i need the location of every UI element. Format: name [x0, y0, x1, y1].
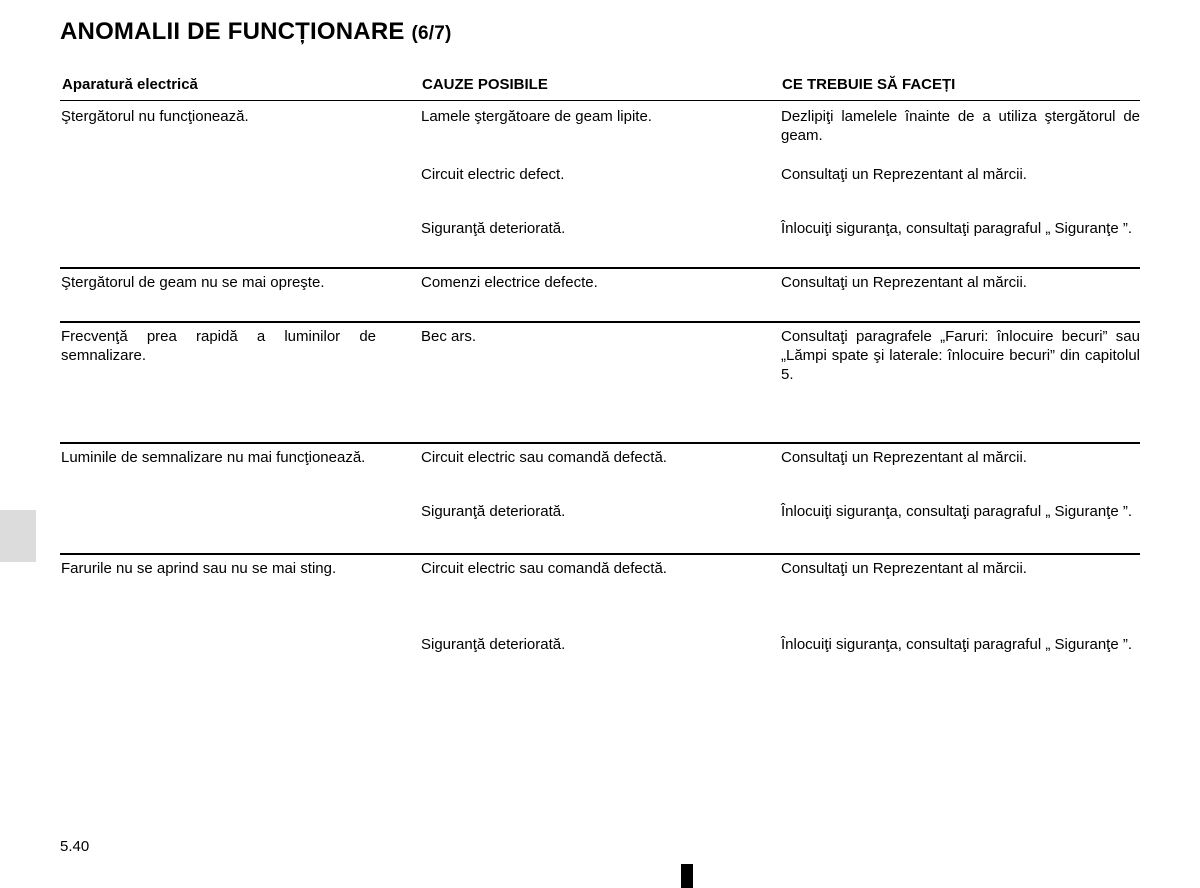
header-device: Aparatură electrică [62, 76, 198, 93]
row-1-cause-2: Circuit electric defect. [421, 166, 565, 183]
header-actions: CE TREBUIE SĂ FACEȚI [782, 76, 956, 93]
row-divider [60, 442, 1140, 444]
row-4-device: Luminile de semnalizare nu mai funcţionează. [61, 449, 366, 466]
row-5-device: Farurile nu se aprind sau nu se mai sting. [61, 560, 337, 577]
row-1-cause-1: Lamele ştergătoare de geam lipite. [421, 108, 652, 125]
row-2-action-1: Consultaţi un Reprezentant al mărcii. [781, 274, 1027, 291]
row-2-cause-1: Comenzi electrice defecte. [421, 274, 598, 291]
row-5-cause-2: Siguranţă deteriorată. [421, 636, 566, 653]
print-mark [681, 864, 693, 888]
header-causes: CAUZE POSIBILE [422, 76, 548, 93]
row-divider [60, 267, 1140, 269]
row-3-device: Frecvenţă prea rapidă a luminilor de semnalizare. [61, 328, 376, 364]
row-divider [60, 553, 1140, 555]
row-4-action-2: Înlocuiţi siguranţa, consultaţi paragraful „ Siguranţe ”. [781, 503, 1133, 520]
row-3-action-1: Consultaţi paragrafele „Faruri: înlocuire becuri” sau „Lămpi spate şi laterale: înlocuire becuri” din capitolul 5. [781, 328, 1140, 383]
chapter-tab [0, 510, 36, 562]
row-4-cause-2: Siguranţă deteriorată. [421, 503, 566, 520]
row-2-device: Ştergătorul de geam nu se mai opreşte. [61, 274, 325, 291]
page-title-part: (6/7) [411, 23, 452, 44]
row-1-device: Ştergătorul nu funcţionează. [61, 108, 249, 125]
page-title: ANOMALII DE FUNCȚIONARE (6/7) [60, 18, 452, 45]
row-5-cause-1: Circuit electric sau comandă defectă. [421, 560, 667, 577]
row-divider [60, 321, 1140, 323]
row-1-action-2: Consultaţi un Reprezentant al mărcii. [781, 166, 1027, 183]
row-1-action-1: Dezlipiţi lamelele înainte de a utiliza ştergătorul de geam. [781, 108, 1140, 144]
row-1-cause-3: Siguranţă deteriorată. [421, 220, 566, 237]
header-rule [60, 100, 1140, 101]
row-1-action-3: Înlocuiţi siguranţa, consultaţi paragraful „ Siguranţe ”. [781, 220, 1133, 237]
row-4-cause-1: Circuit electric sau comandă defectă. [421, 449, 667, 466]
row-4-action-1: Consultaţi un Reprezentant al mărcii. [781, 449, 1027, 466]
row-5-action-2: Înlocuiţi siguranţa, consultaţi paragraful „ Siguranţe ”. [781, 636, 1133, 653]
page-number: 5.40 [60, 838, 90, 855]
row-5-action-1: Consultaţi un Reprezentant al mărcii. [781, 560, 1027, 577]
row-3-cause-1: Bec ars. [421, 328, 477, 345]
